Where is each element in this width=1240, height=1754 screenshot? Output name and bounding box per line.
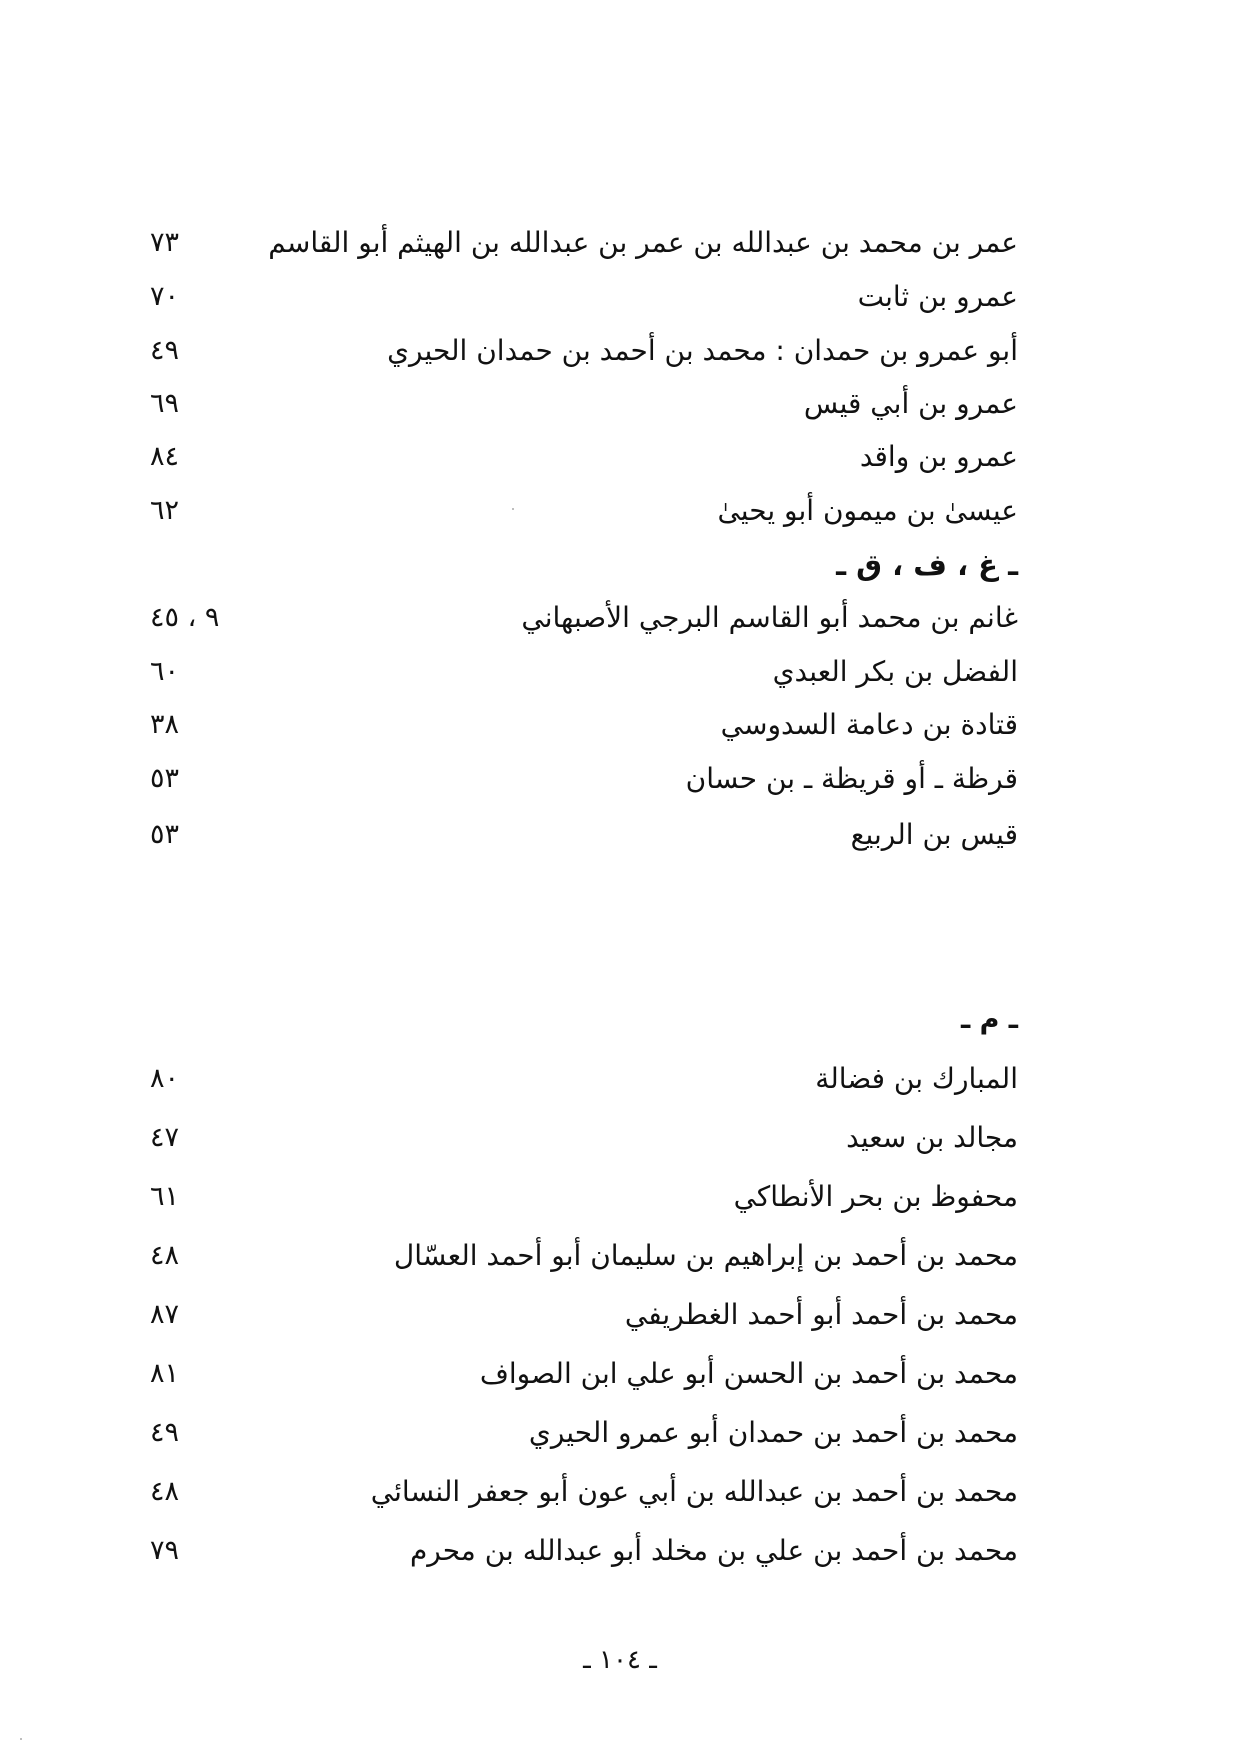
entry-name: عمر بن محمد بن عبدالله بن عمر بن عبدالله بن الهيثم أبو القاسم [268, 226, 1018, 259]
entry-name: عمرو بن واقد [859, 440, 1018, 473]
index-entry [150, 700, 1018, 750]
index-entry [150, 647, 1018, 697]
entry-pages: ٦٠ [150, 656, 180, 687]
entry-pages: ٦٢ [150, 495, 180, 526]
entry-pages: ٤٨ [150, 1476, 180, 1507]
page-number: ـ ١٠٤ ـ [583, 1645, 657, 1675]
entry-pages: ٨٧ [150, 1299, 180, 1330]
entry-pages: ٨٠ [150, 1063, 180, 1094]
entry-name: قتادة بن دعامة السدوسي [720, 708, 1018, 741]
entry-name: محمد بن أحمد بن عبدالله بن أبي عون أبو جعفر النسائي [370, 1475, 1018, 1508]
entry-name: المبارك بن فضالة [815, 1062, 1018, 1095]
scan-speck [20, 1738, 22, 1740]
entry-pages: ٩ ، ٤٥ [150, 602, 220, 633]
index-entry [150, 1172, 1018, 1222]
index-entry [150, 272, 1018, 322]
entry-pages: ٧٠ [150, 281, 180, 312]
entry-pages: ٦٩ [150, 388, 180, 419]
section-heading: ـ م ـ [960, 1004, 1018, 1035]
index-entry [150, 1113, 1018, 1163]
section-heading: ـ غ ، ف ، ق ـ [836, 548, 1018, 582]
index-entry [150, 486, 1018, 536]
entry-pages: ٧٩ [150, 1535, 180, 1566]
entry-pages: ٤٩ [150, 335, 180, 366]
entry-name: عيسىٰ بن ميمون أبو يحيىٰ [717, 494, 1018, 527]
index-entry [150, 1526, 1018, 1576]
entry-name: عمرو بن ثابت [857, 280, 1018, 313]
index-entry [150, 1231, 1018, 1281]
entry-name: محمد بن أحمد بن علي بن مخلد أبو عبدالله بن محرم [409, 1534, 1018, 1567]
entry-pages: ٥٣ [150, 819, 180, 850]
entry-pages: ٧٣ [150, 227, 180, 258]
index-entry [150, 1054, 1018, 1104]
entry-pages: ٣٨ [150, 709, 180, 740]
entry-name: محمد بن أحمد أبو أحمد الغطريفي [624, 1298, 1018, 1331]
index-entry [150, 218, 1018, 268]
entry-pages: ٨١ [150, 1358, 180, 1389]
index-entry [150, 810, 1018, 860]
index-entry [150, 1467, 1018, 1517]
index-entry [150, 379, 1018, 429]
entry-name: محمد بن أحمد بن الحسن أبو علي ابن الصواف [479, 1357, 1018, 1390]
entry-name: عمرو بن أبي قيس [803, 387, 1018, 420]
index-entry [150, 1408, 1018, 1458]
index-entry [150, 1290, 1018, 1340]
entry-name: محفوظ بن بحر الأنطاكي [733, 1180, 1018, 1213]
index-entry [150, 754, 1018, 804]
scan-speck [512, 508, 514, 510]
entry-name: قيس بن الربيع [850, 818, 1018, 851]
entry-name: مجالد بن سعيد [846, 1121, 1018, 1154]
index-entry [150, 432, 1018, 482]
entry-pages: ٤٧ [150, 1122, 180, 1153]
entry-name: الفضل بن بكر العبدي [772, 655, 1018, 688]
entry-pages: ٤٩ [150, 1417, 180, 1448]
entry-name: محمد بن أحمد بن إبراهيم بن سليمان أبو أحمد العسّال [393, 1239, 1018, 1272]
entry-pages: ٨٤ [150, 441, 180, 472]
index-entry [150, 593, 1018, 643]
entry-name: محمد بن أحمد بن حمدان أبو عمرو الحيري [528, 1416, 1018, 1449]
entry-name: قرظة ـ أو قريظة ـ بن حسان [685, 762, 1018, 795]
entry-pages: ٤٨ [150, 1240, 180, 1271]
entry-name: غانم بن محمد أبو القاسم البرجي الأصبهاني [521, 601, 1018, 634]
entry-pages: ٥٣ [150, 763, 180, 794]
entry-name: أبو عمرو بن حمدان : محمد بن أحمد بن حمدان الحيري [387, 334, 1018, 367]
index-entry [150, 1349, 1018, 1399]
index-entry [150, 326, 1018, 376]
entry-pages: ٦١ [150, 1181, 180, 1212]
